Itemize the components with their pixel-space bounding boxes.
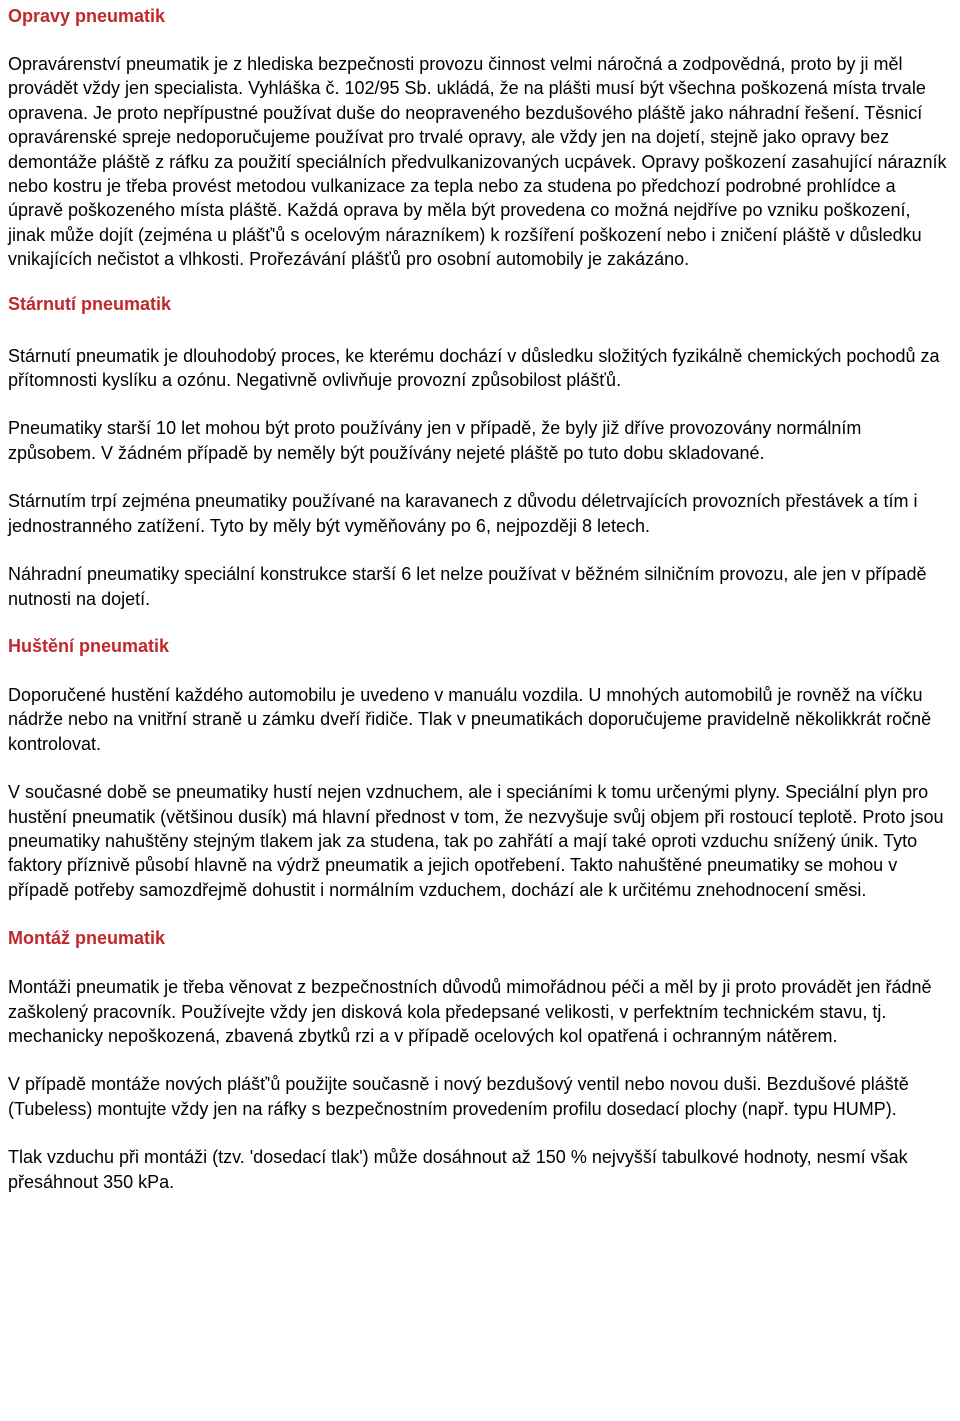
section-title-opravy: Opravy pneumatik: [8, 6, 166, 26]
paragraph: Stárnutím trpí zejména pneumatiky používané na karavanech z důvodu déletrvajících provozních přestávek a tím i jednostranného zatížení. Tyto by měly být vyměňovány po 6, nejpozději 8 letech.: [8, 491, 918, 536]
paragraph: Tlak vzduchu při montáži (tzv. 'dosedací tlak') může dosáhnout až 150 % nejvyšší tabulkové hodnoty, nesmí však přesáhnout 350 kPa.: [8, 1147, 908, 1192]
paragraph: Stárnutí pneumatik je dlouhodobý proces, ke kterému dochází v důsledku složitých fyzikálně chemických pochodů za přítomnosti kyslíku a ozónu. Negativně ovlivňuje provozní způsobilost plášťů.: [8, 345, 940, 391]
section-title-montaz: Montáž pneumatik: [8, 928, 166, 949]
document-page: [0, 4, 960, 1194]
paragraph: Náhradní pneumatiky speciální konstrukce starší 6 let nelze používat v běžném silničním provozu, ale jen v případě nutnosti na dojetí.: [8, 564, 927, 609]
paragraph: Pneumatiky starší 10 let mohou být proto používány jen v případě, že byly již dříve provozovány normálním způsobem. V žádném případě by neměly být používány nejeté pláště po tuto dobu skladované.: [8, 418, 862, 463]
section-title-starnuti: Stárnutí pneumatik: [8, 293, 172, 314]
section-title-husteni: Huštění pneumatik: [8, 635, 170, 656]
paragraph: V případě montáže nových plášť'ů použijte současně i nový bezdušový ventil nebo novou duši. Bezdušové pláště (Tubeless) montujte vždy jen na ráfky s bezpečnostním provedením profilu dosedací plochy (např. typu HUMP).: [8, 1074, 909, 1119]
paragraph: Montáži pneumatik je třeba věnovat z bezpečnostních důvodů mimořádnou péči a měl by ji proto provádět jen řádně zaškolený pracovník. Používejte vždy jen disková kola předepsané velikosti, v perfektním technickém stavu, tj. mechanicky nepoškozená, zbavená zbytků rzi a v případě ocelových kol opatřená i ochranným nátěrem.: [8, 977, 932, 1046]
paragraph: Doporučené hustění každého automobilu je uvedeno v manuálu vozdila. U mnohých automobilů je rovněž na víčku nádrže nebo na vnitřní straně u zámku dveří řidiče. Tlak v pneumatikách doporučujeme pravidelně několikkrát ročně kontrolovat.: [8, 684, 932, 754]
paragraph: V současné době se pneumatiky hustí nejen vzdnuchem, ale i speciáními k tomu určenými plyny. Speciální plyn pro hustění pneumatik (většinou dusík) má hlavní přednost v tom, že nezvyšuje svůj objem při rostoucí teplotě. Proto jsou pneumatiky nahuštěny stejným tlakem jak za studena, tak po zahřátí a mají také oproti vzduchu snížený únik. Tyto faktory příznivě působí hlavně na výdrž pneumatik a jejich opotřebení. Takto nahuštěné pneumatiky se mohou v případě potřeby samozdřejmě dohustit i normálním vzduchem, dochází ale k určitému znehodnocení směsi.: [8, 782, 944, 900]
section-body-opravy: Opravárenství pneumatik je z hlediska bezpečnosti provozu činnost velmi náročná a zodpovědná, proto by ji měl provádět vždy jen specialista. Vyhláška č. 102/95 Sb. ukládá, že na plášti musí být všechna poškozená místa trvale opravena. Je proto nepřípustné používat duše do neopraveného bezdušového pláště jako náhradní řešení. Těsnicí opravárenské spreje nedoporučujeme používat pro trvalé opravy, ale vždy jen na dojetí, stejně jako opravy bez demontáže pláště z ráfku za použití speciálních předvulkanizovaných ucpávek. Opravy poškození zasahující nárazník nebo kostru je třeba provést metodou vulkanizace za tepla nebo za studena po předchozí podrobné prohlídce a úpravě poškozeného místa pláště. Každá oprava by měla být provedena co možná nejdříve po vzniku poškození, jinak může dojít (zejména u plášť'ů s ocelovým nárazníkem) k rozšíření poškození nebo i zničení pláště v důsledku vnikajících nečistot a vlhkosti. Prořezávání plášťů pro osobní automobily je zakázáno.: [8, 54, 947, 270]
